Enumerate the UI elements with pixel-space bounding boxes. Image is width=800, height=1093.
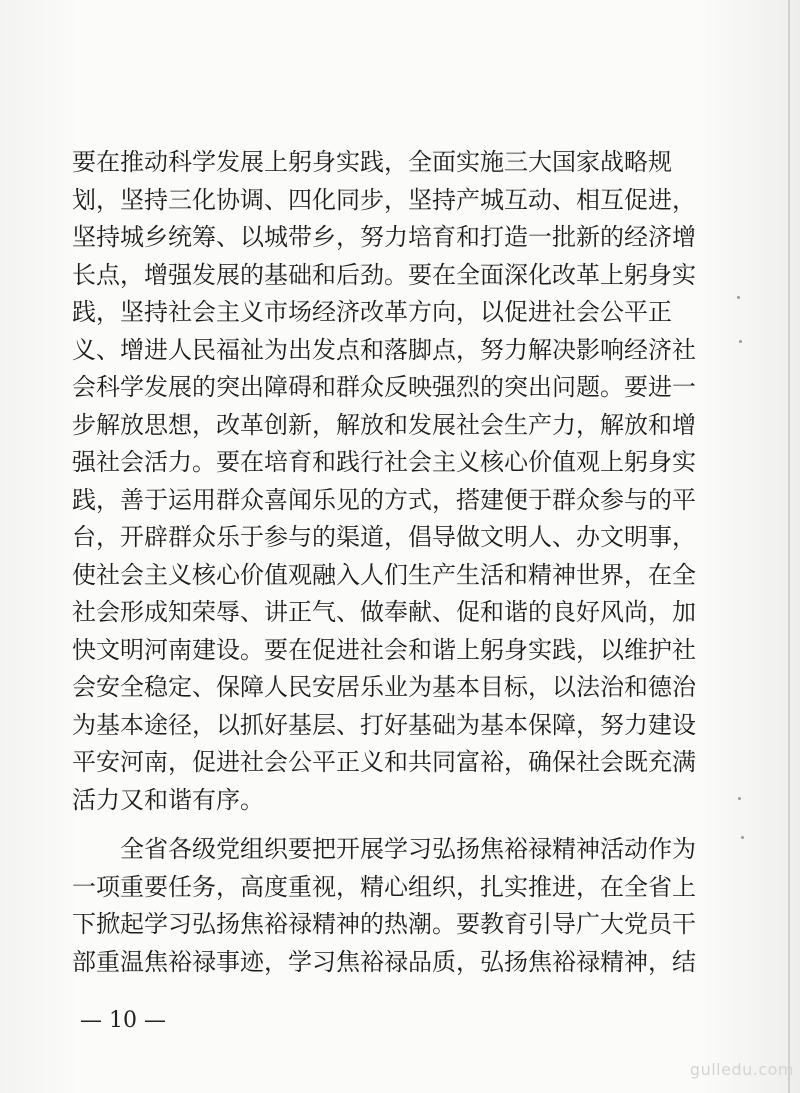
text-line: 社会形成知荣辱、讲正气、做奉献、促和谐的良好风尚，加 [72, 598, 696, 626]
text-line: 快文明河南建设。要在促进社会和谐上躬身实践，以维护社 [72, 635, 696, 664]
text-line: 会科学发展的突出障碍和群众反映强烈的突出问题。要进一 [72, 373, 696, 401]
text-line: 步解放思想，改革创新，解放和发展社会生产力，解放和增 [72, 410, 696, 439]
page-number: — 10 — [80, 1008, 166, 1033]
text-line: 践，坚持社会主义市场经济改革方向，以促进社会公平正 [72, 298, 672, 326]
text-line: 台，开辟群众乐于参与的渠道，倡导做文明人、办文明事， [72, 523, 696, 551]
text-line: 践，善于运用群众喜闻乐见的方式，搭建便于群众参与的平 [72, 485, 696, 514]
scan-speck [738, 797, 741, 800]
site-watermark: gulledu.com [689, 1060, 794, 1079]
text-line: 部重温焦裕禄事迹，学习焦裕禄品质，弘扬焦裕禄精神，结 [72, 947, 696, 976]
text-line: 一项重要任务，高度重视，精心组织，扎实推进，在全省上 [72, 872, 696, 901]
scan-speck [741, 836, 744, 839]
text-line: 活力又和谐有序。 [72, 785, 264, 814]
text-line: 为基本途径，以抓好基层、打好基础为基本保障，努力建设 [72, 710, 696, 739]
text-line: 强社会活力。要在培育和践行社会主义核心价值观上躬身实 [72, 448, 696, 476]
document-body [72, 144, 696, 981]
text-line: 长点，增强发展的基础和后劲。要在全面深化改革上躬身实 [72, 260, 696, 289]
paragraph-2 [72, 831, 696, 981]
text-line: 会安全稳定、保障人民安居乐业为基本目标，以法治和德治 [72, 673, 696, 701]
text-line: 使社会主义核心价值观融入人们生产生活和精神世界，在全 [72, 560, 696, 589]
page-edge-shadow [788, 0, 790, 1093]
text-line: 要在推动科学发展上躬身实践，全面实施三大国家战略规 [72, 148, 672, 176]
text-line: 下掀起学习弘扬焦裕禄精神的热潮。要教育引导广大党员干 [72, 910, 696, 938]
text-line: 坚持城乡统筹、以城带乡，努力培育和打造一批新的经济增 [72, 223, 696, 251]
text-line: 义、增进人民福祉为出发点和落脚点，努力解决影响经济社 [72, 335, 696, 364]
text-line: 全省各级党组织要把开展学习弘扬焦裕禄精神活动作为 [120, 835, 696, 863]
scan-speck [739, 340, 742, 343]
text-line: 划，坚持三化协调、四化同步，坚持产城互动、相互促进， [72, 185, 696, 214]
text-line: 平安河南，促进社会公平正义和共同富裕，确保社会既充满 [72, 748, 696, 776]
scan-speck [737, 296, 740, 299]
paragraph-gap [72, 819, 672, 831]
paragraph-1 [72, 144, 696, 819]
